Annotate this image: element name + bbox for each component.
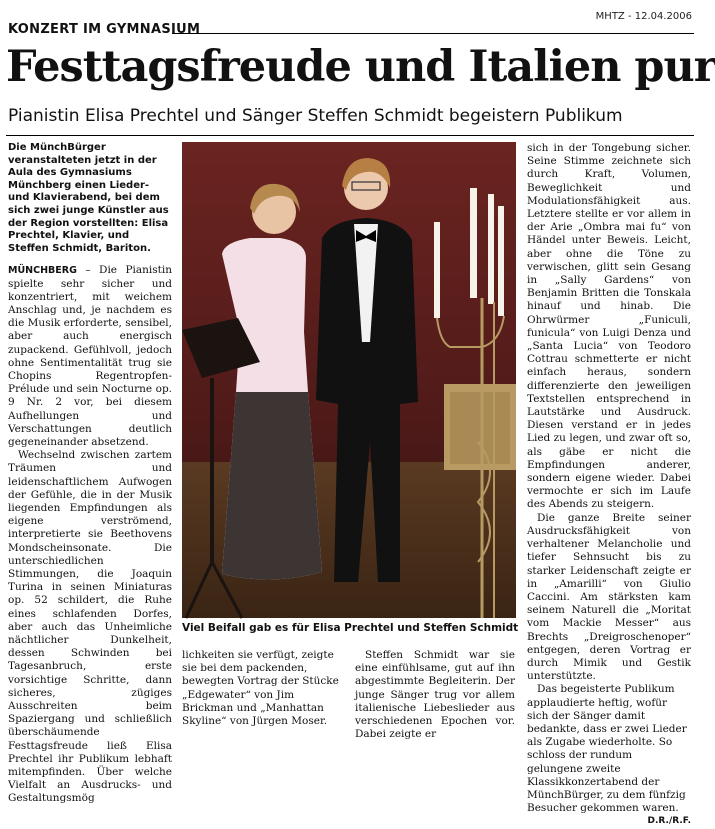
column-3-text: Steffen Schmidt war sie eine einfühlsame, gut auf ihn abgestimmte Begleiterin. Der junge Sänger trug vor allem italienische Liebeslieder aus verschiedenen Epochen vor. Dabei zeigte er xyxy=(355,649,515,741)
column-4-paragraph-1: sich in der Tongebung sicher. Seine Stimme zeichnete sich durch Kraft, Volumen, Beweglichkeit und Modulationsfähigkeit aus. Letztere stellte er vor allem in der Arie „Ombra mai fu“ von Händel unter Beweis. Leicht, aber ohne die Töne zu verwischen, glitt sein Gesang in „Sally Gardens“ von Benjamin Britten die Tonskala hinauf und hinab. Die Ohrwürmer „Funiculi, funicula“ von Luigi Denza und „Santa Lucia“ von Teodoro Cottrau schmetterte er nicht einfach heraus, sondern differenzierte den jeweiligen Textstellen entsprechend in Lautstärke und Ausdruck. Diesen verstand er in jedes Lied zu legen, und zwar oft so, als gäbe er nicht die Empfindungen anderer, sondern eigene wieder. Dabei vermochte er sich im Laufe des Abends zu steigern. xyxy=(527,142,691,511)
column-4-paragraph-3: Das begeisterte Publikum applaudierte heftig, wofür sich der Sänger damit bedankte, dass er zwei Lieder als Zugabe wiederholte. So schloss der rundum gelungene zweite Klassikkonzertabend der MünchBürger, zu dem fünfzig Besucher gekommen waren. xyxy=(527,683,687,815)
first-paragraph xyxy=(8,264,172,449)
concert-photo-illustration xyxy=(182,142,516,618)
first-paragraph-text: – Die Pianistin spielte sehr sicher und konzentriert, mit weichem Anschlag und, je nachdem es die Musik erforderte, sensibel, aber auch energisch zupackend. Gefühlvoll, jedoch ohne Sentimentalität trug sie Chopins Regentropfen-Prélude und sein Nocturne op. 9 Nr. 2 vor, bei diesem Aufhellungen und Verschattungen deutlich gegeneinander absetzend. xyxy=(8,264,172,448)
second-paragraph: Wechselnd zwischen zartem Träumen und leidenschaftlichem Aufwogen der Gefühle, die in der Musik liegenden Empfindungen als eigene verströmend, interpretierte sie Beethovens Mondscheinsonate. Die unterschiedlichen Stimmungen, die Joaquin Turina in seinen Miniaturas op. 52 schildert, die Ruhe eines schlafenden Dorfes, aber auch das Unheimliche nächtlicher Dunkelheit, dessen Schwinden bei Tagesanbruch, erste vorsichtige Schritte, dann sicheres, zügiges Ausschreiten beim Spaziergang und schließlich überschäumende Festtagsfreude ließ Elisa Prechtel ihr Publikum lebhaft mitempfinden. Über welche Vielfalt an Ausdrucks- und Gestaltungsmög xyxy=(8,449,172,805)
lead-paragraph: Die MünchBürger veranstalteten jetzt in der Aula des Gymnasiums Münchberg einen Lieder- und Klavierabend, bei dem sich zwei junge Künstler aus der Region vorstellten: Elisa Prechtel, Klavier, und Steffen Schmidt, Bariton. xyxy=(8,142,169,254)
column-2-text: lichkeiten sie verfügt, zeigte sie bei dem packenden, bewegten Vortrag der Stücke „Edgewater“ von Jim Brickman und „Manhattan Skyline“ von Jürgen Moser. xyxy=(182,649,339,728)
kicker-label: KONZERT IM GYMNASIUM xyxy=(8,22,201,37)
source-date: MHTZ - 12.04.2006 xyxy=(595,11,692,22)
concert-photo xyxy=(182,142,516,618)
photo-caption: Viel Beifall gab es für Elisa Prechtel und Steffen Schmidt xyxy=(182,622,519,634)
article-column-1 xyxy=(8,142,172,805)
kicker-rule xyxy=(172,33,694,34)
author-credit: D.R./R.F. xyxy=(647,816,691,827)
header-rule xyxy=(6,135,694,136)
column-4-paragraph-2: Die ganze Breite seiner Ausdrucksfähigkeit von verhaltener Melancholie und tiefer Sehnsucht bis zu starker Leidenschaft zeigte er in „Amarilli“ von Giulio Caccini. Am stärksten kam seinem Naturell die „Moritat vom Mackie Messer“ aus Brechts „Dreigroschenoper“ entgegen, deren Vortrag er durch Mimik und Gestik unterstützte. xyxy=(527,511,691,683)
article-column-3 xyxy=(355,649,515,741)
headline: Festtagsfreude und Italien pur xyxy=(6,42,715,92)
dateline: MÜNCHBERG xyxy=(8,265,77,277)
article-column-2 xyxy=(182,649,342,735)
subheadline: Pianistin Elisa Prechtel und Sänger Steffen Schmidt begeistern Publikum xyxy=(8,106,623,126)
article-column-4 xyxy=(527,142,691,827)
